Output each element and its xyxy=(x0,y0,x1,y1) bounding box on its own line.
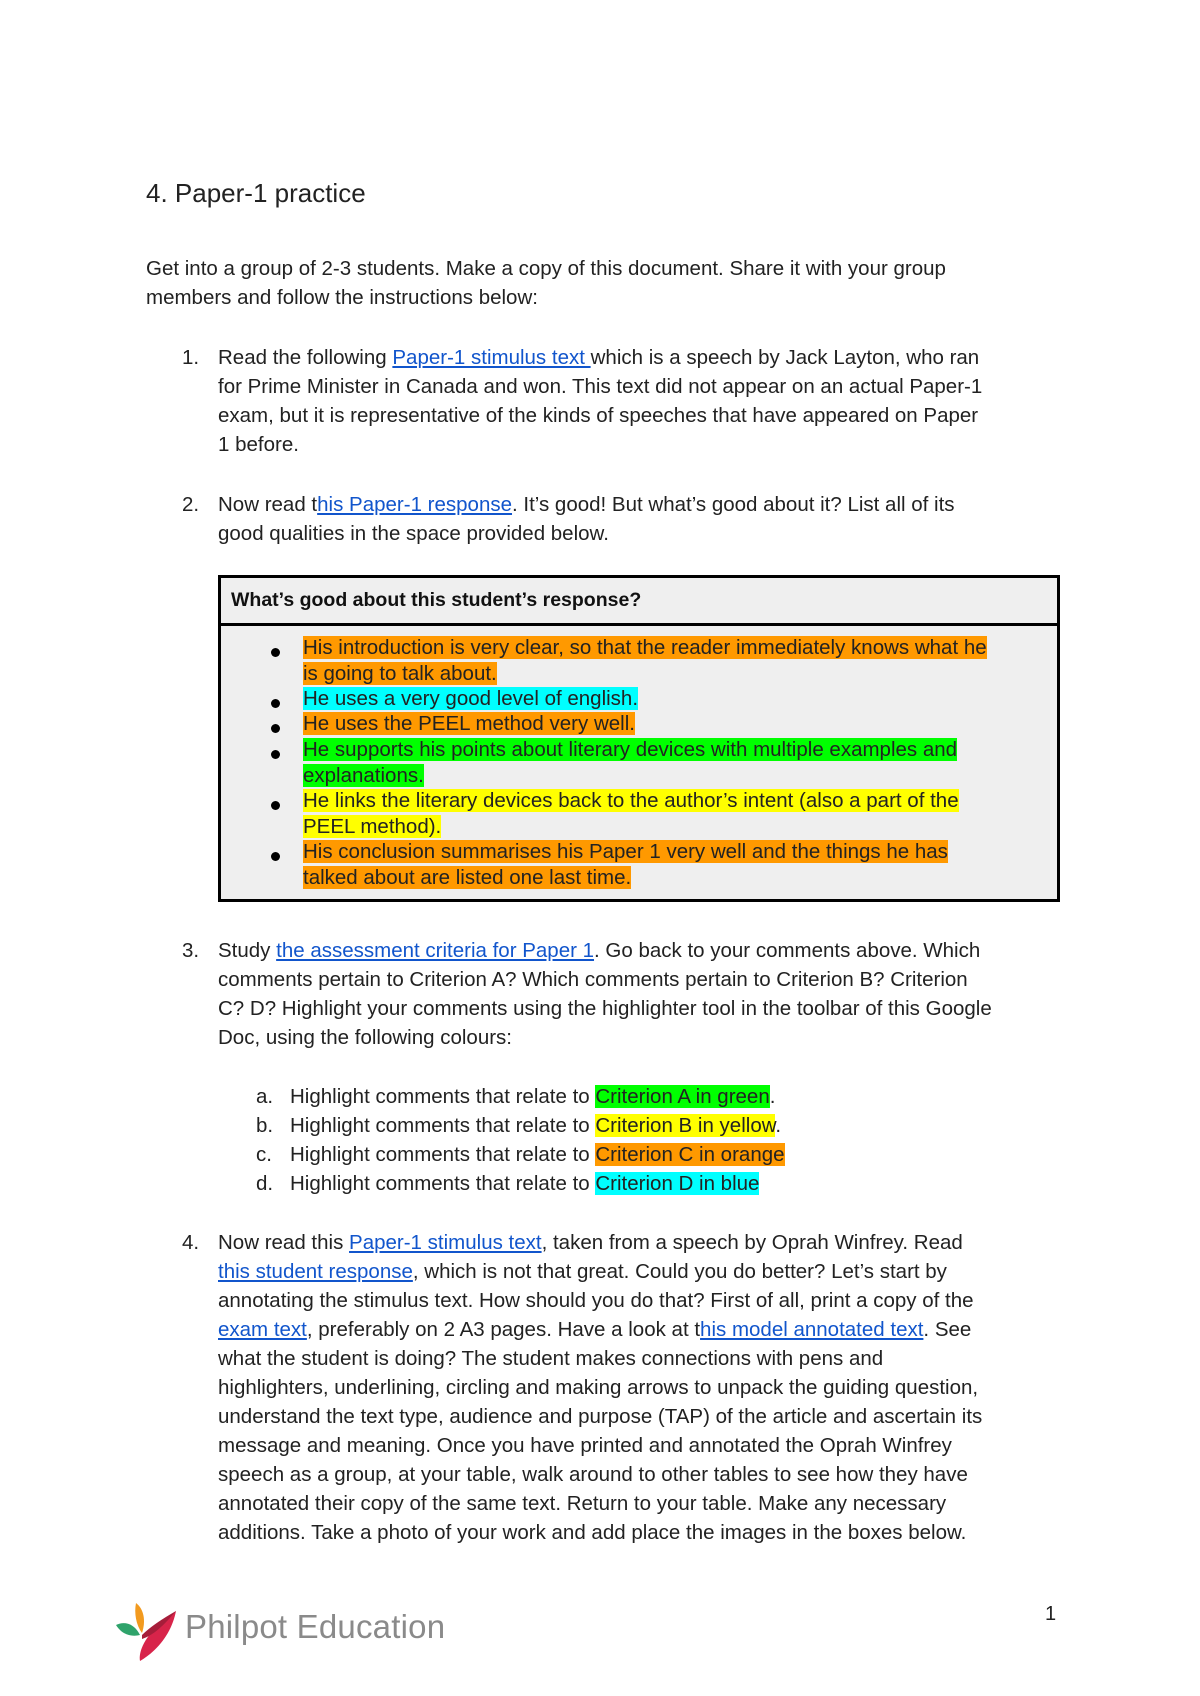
sub-item-after: . xyxy=(769,1085,776,1108)
sub-item-letter: d. xyxy=(256,1172,274,1195)
student-response-link[interactable]: this student response xyxy=(218,1260,413,1283)
good-qualities-table[interactable] xyxy=(218,575,1060,902)
item-4-line-7: understand the text type, audience and purpose (TAP) of the article and ascertain its xyxy=(218,1405,983,1428)
quality-item xyxy=(303,839,1023,890)
item-3-post: . Go back to your comments above. Which xyxy=(594,939,981,962)
quality-line: He uses the PEEL method very well. xyxy=(303,712,635,735)
intro-line-1: Get into a group of 2-3 students. Make a copy of this document. Share it with your group xyxy=(146,257,946,280)
quality-line: is going to talk about. xyxy=(303,661,497,685)
item-2-number: 2. xyxy=(182,493,200,516)
bullet-icon xyxy=(271,724,280,733)
sub-item-text: Highlight comments that relate to xyxy=(290,1085,596,1108)
sub-item-after: . xyxy=(775,1114,782,1137)
item-4-line-2-text: , which is not that great. Could you do better? Let’s start by xyxy=(412,1260,947,1283)
criterion-d-highlight: Criterion D in blue xyxy=(595,1172,760,1195)
item-4-line-4-post: . See xyxy=(923,1318,972,1341)
sub-item-letter: c. xyxy=(256,1143,272,1166)
sub-item-text: Highlight comments that relate to xyxy=(290,1172,596,1195)
item-1-line-3: exam, but it is representative of the kinds of speeches that have appeared on Paper xyxy=(218,404,979,427)
bullet-icon xyxy=(271,648,280,657)
item-3-number: 3. xyxy=(182,939,200,962)
item-2-pre: Now read t xyxy=(218,493,318,516)
item-4-post: , taken from a speech by Oprah Winfrey. Read xyxy=(541,1231,963,1254)
sub-item-text: Highlight comments that relate to xyxy=(290,1143,596,1166)
model-annotated-text-link[interactable]: his model annotated text xyxy=(700,1318,924,1341)
criterion-c-highlight: Criterion C in orange xyxy=(595,1143,785,1166)
quality-item xyxy=(303,788,1023,839)
item-4-line-10: annotated their copy of the same text. Return to your table. Make any necessary xyxy=(218,1492,947,1515)
item-3-line-3: C? D? Highlight your comments using the highlighter tool in the toolbar of this Google xyxy=(218,997,992,1020)
bullet-icon xyxy=(271,750,280,759)
item-1-post: which is a speech by Jack Layton, who ran xyxy=(590,346,980,369)
item-4-pre: Now read this xyxy=(218,1231,350,1254)
exam-text-link[interactable]: exam text xyxy=(218,1318,307,1341)
item-3-line-2: comments pertain to Criterion A? Which comments pertain to Criterion B? Criterion xyxy=(218,968,968,991)
page-number: 1 xyxy=(1045,1603,1057,1625)
stimulus-text-link-1[interactable]: Paper-1 stimulus text xyxy=(392,346,591,369)
sub-item-letter: b. xyxy=(256,1114,274,1137)
item-4-line-9: speech as a group, at your table, walk around to other tables to see how they have xyxy=(218,1463,968,1486)
quality-item xyxy=(303,686,1023,712)
item-2-line-2: good qualities in the space provided below. xyxy=(218,522,609,545)
sub-item-a xyxy=(290,1082,775,1111)
item-1-line-4: 1 before. xyxy=(218,433,299,456)
sub-item-c xyxy=(290,1140,785,1169)
paper-1-response-link[interactable]: his Paper-1 response xyxy=(317,493,513,516)
item-1-line-1 xyxy=(218,343,1058,372)
brand-name: Philpot Education xyxy=(185,1608,446,1645)
quality-item xyxy=(303,635,1023,686)
quality-item xyxy=(303,737,1023,788)
quality-line: He links the literary devices back to the author’s intent (also a part of the xyxy=(303,789,959,812)
bullet-icon xyxy=(271,699,280,708)
philpot-logo-icon xyxy=(106,1595,186,1667)
stimulus-text-link-2[interactable]: Paper-1 stimulus text xyxy=(349,1231,542,1254)
sub-item-b xyxy=(290,1111,781,1140)
criterion-b-highlight: Criterion B in yellow xyxy=(595,1114,776,1137)
item-1-pre: Read the following xyxy=(218,346,393,369)
item-1-number: 1. xyxy=(182,346,200,369)
item-4-number: 4. xyxy=(182,1231,200,1254)
quality-item xyxy=(303,711,1023,737)
bullet-icon xyxy=(271,852,280,861)
sub-item-letter: a. xyxy=(256,1085,274,1108)
bullet-icon xyxy=(271,801,280,810)
item-3-line-1 xyxy=(218,936,1058,965)
item-2-post: . It’s good! But what’s good about it? List all of its xyxy=(512,493,955,516)
assessment-criteria-link[interactable]: the assessment criteria for Paper 1 xyxy=(276,939,595,962)
quality-line: His introduction is very clear, so that the reader immediately knows what he xyxy=(303,636,987,659)
criterion-a-highlight: Criterion A in green xyxy=(595,1085,770,1108)
quality-line: talked about are listed one last time. xyxy=(303,865,632,889)
item-4-line-3: annotating the stimulus text. How should you do that? First of all, print a copy of the xyxy=(218,1289,974,1312)
quality-line: His conclusion summarises his Paper 1 very well and the things he has xyxy=(303,840,948,863)
item-4-line-2 xyxy=(218,1257,1058,1286)
item-4-line-4-mid: , preferably on 2 A3 pages. Have a look at t xyxy=(306,1318,701,1341)
item-3-pre: Study xyxy=(218,939,277,962)
item-4-line-1 xyxy=(218,1228,1058,1257)
item-2-line-1 xyxy=(218,490,1058,519)
quality-line: He uses a very good level of english. xyxy=(303,687,639,710)
item-4-line-6: highlighters, underlining, circling and making arrows to unpack the guiding question, xyxy=(218,1376,979,1399)
section-heading: 4. Paper-1 practice xyxy=(146,178,366,208)
item-1-line-2: for Prime Minister in Canada and won. This text did not appear on an actual Paper-1 xyxy=(218,375,983,398)
item-3-line-4: Doc, using the following colours: xyxy=(218,1026,512,1049)
item-4-line-11: additions. Take a photo of your work and add place the images in the boxes below. xyxy=(218,1521,967,1544)
table-header: What’s good about this student’s response? xyxy=(221,578,1057,626)
quality-line: explanations. xyxy=(303,763,424,787)
quality-line: PEEL method). xyxy=(303,814,442,838)
quality-line: He supports his points about literary devices with multiple examples and xyxy=(303,738,958,761)
item-4-line-8: message and meaning. Once you have printed and annotated the Oprah Winfrey xyxy=(218,1434,952,1457)
sub-item-text: Highlight comments that relate to xyxy=(290,1114,596,1137)
item-4-line-5: what the student is doing? The student makes connections with pens and xyxy=(218,1347,884,1370)
intro-line-2: members and follow the instructions below: xyxy=(146,286,538,309)
sub-item-d xyxy=(290,1169,759,1198)
item-4-line-4 xyxy=(218,1315,1058,1344)
